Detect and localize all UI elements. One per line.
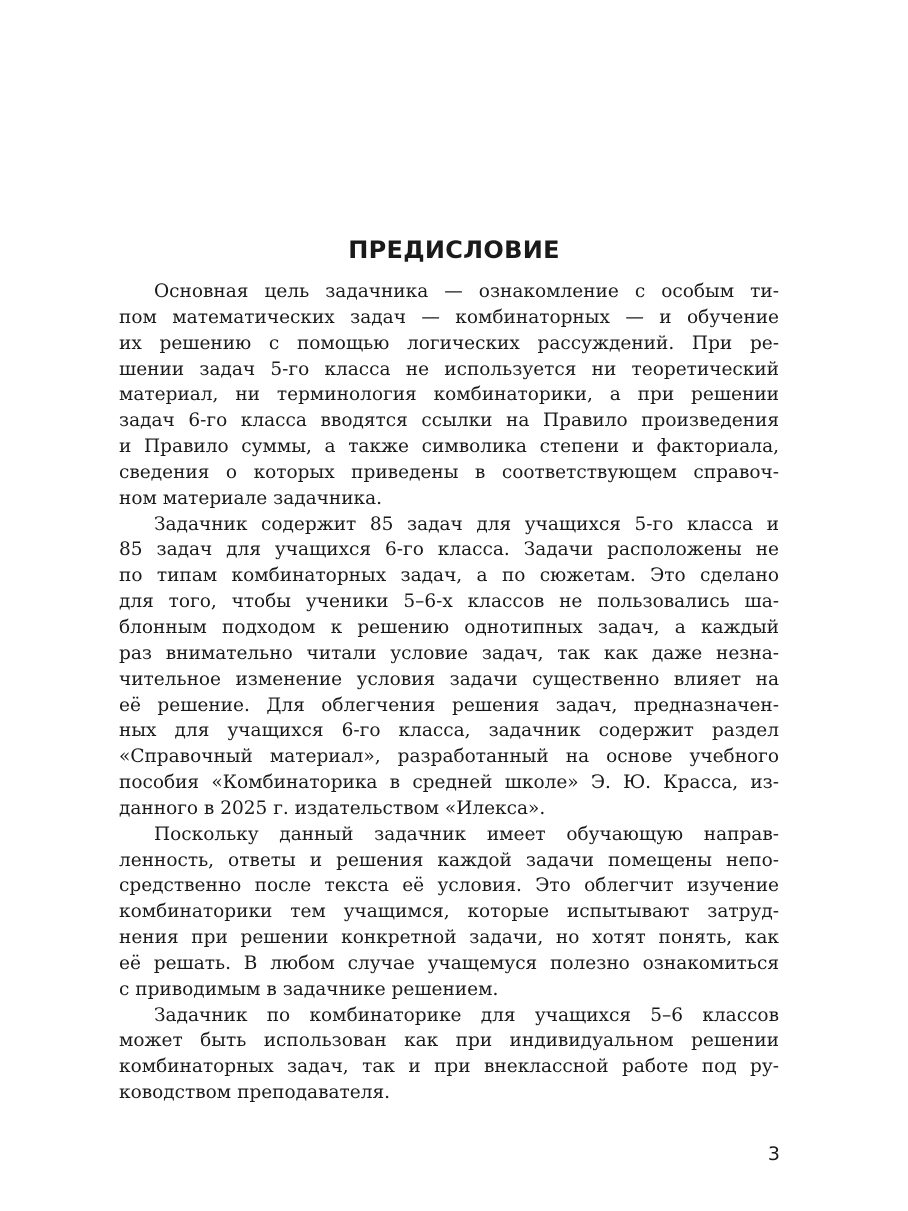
text-line: и Правило суммы, а также символика степени и факториала, — [119, 436, 779, 458]
text-line: Задачник по комбинаторике для учащихся 5–6 классов — [154, 1004, 779, 1026]
paragraph — [119, 822, 779, 1003]
text-line: её решение. Для облегчения решения задач, предназначен- — [119, 694, 779, 716]
text-line: сведения о которых приведены в соответствующем справоч- — [119, 461, 779, 483]
text-line: ленность, ответы и решения каждой задачи помещены непо- — [119, 849, 779, 871]
text-line: нения при решении конкретной задачи, но хотят понять, как — [119, 927, 779, 949]
text-line: средственно после текста её условия. Это облегчит изучение — [119, 875, 779, 897]
text-line: задач 6-го класса вводятся ссылки на Правило произведения — [119, 410, 779, 432]
page-number: 3 — [767, 1143, 780, 1165]
text-line: шении задач 5-го класса не используется ни теоретический — [119, 358, 779, 380]
text-line: ных для учащихся 6-го класса, задачник содержит раздел — [119, 720, 779, 742]
text-line: для того, чтобы ученики 5–6-х классов не пользовались ша- — [119, 591, 779, 613]
text-line: данного в 2025 г. издательством «Илекса». — [119, 797, 546, 819]
text-line: может быть использован как при индивидуальном решении — [119, 1030, 779, 1052]
text-line: комбинаторики тем учащимся, которые испытывают затруд- — [119, 901, 779, 923]
page-title: ПРЕДИСЛОВИЕ — [348, 236, 560, 264]
paragraph — [119, 1003, 779, 1106]
text-line: Поскольку данный задачник имеет обучающую направ- — [154, 823, 779, 845]
text-line: комбинаторных задач, так и при внеклассной работе под ру- — [119, 1056, 779, 1078]
text-line: раз внимательно читали условие задач, так как даже незна- — [119, 642, 779, 664]
text-line: с приводимым в задачнике решением. — [119, 978, 499, 1000]
text-line: Основная цель задачника — ознакомление с особым ти- — [154, 281, 779, 302]
text-line: чительное изменение условия задачи существенно влияет на — [119, 668, 779, 690]
text-line: 85 задач для учащихся 6-го класса. Задачи расположены не — [119, 539, 779, 561]
text-line: их решению с помощью логических рассуждений. При ре- — [119, 332, 779, 354]
text-line: «Справочный материал», разработанный на основе учебного — [119, 746, 779, 768]
paragraph — [119, 279, 779, 512]
text-line: пом математических задач — комбинаторных — и обучение — [119, 306, 779, 328]
preface-body — [119, 279, 779, 1106]
text-line: ном материале задачника. — [119, 487, 383, 509]
text-line: по типам комбинаторных задач, а по сюжетам. Это сделано — [119, 565, 779, 587]
text-line: пособия «Комбинаторика в средней школе» Э. Ю. Красса, из- — [119, 772, 779, 794]
text-line: ководством преподавателя. — [119, 1082, 391, 1104]
paragraph — [119, 512, 779, 822]
text-line: материал, ни терминология комбинаторики, а при решении — [119, 384, 779, 406]
text-line: её решать. В любом случае учащемуся полезно ознакомиться — [119, 952, 779, 974]
text-line: блонным подходом к решению однотипных задач, а каждый — [119, 616, 779, 638]
text-line: Задачник содержит 85 задач для учащихся 5-го класса и — [154, 513, 779, 535]
